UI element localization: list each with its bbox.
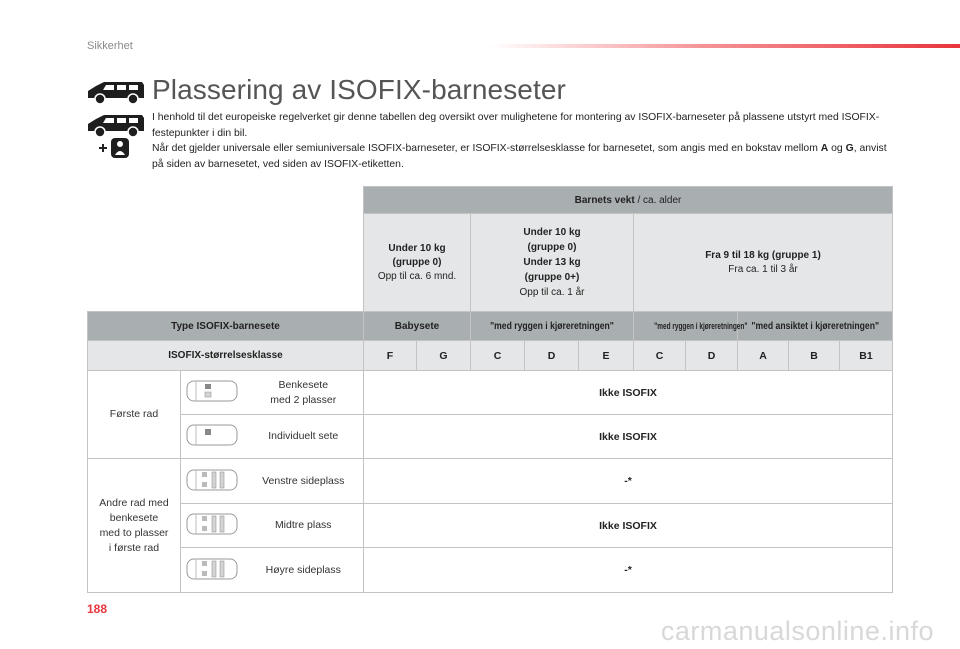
- van-icon: [86, 112, 148, 140]
- seat-diagram-icon: [181, 371, 244, 415]
- value-left: -*: [364, 459, 893, 504]
- type-babysete: Babysete: [364, 312, 471, 341]
- seat-label-left: Venstre sideplass: [244, 459, 364, 504]
- type-rear-facing-small: "med ryggen i kjøreretningen": [634, 312, 738, 341]
- size-class-cell: B: [789, 341, 840, 371]
- intro-text: [152, 110, 892, 172]
- size-class-cell: E: [579, 341, 634, 371]
- intro-paragraph-2: Når det gjelder universale eller semiuniversale ISOFIX-barneseter, er ISOFIX-størrelsesklasse for barnesetet, som angis med en bokstav mellom A og G, anvist på siden av barnesetet, ved siden av ISOFIX-etiketten.: [152, 143, 887, 170]
- size-class-cell: F: [364, 341, 417, 371]
- intro-paragraph-1: I henhold til det europeiske regelverket gir denne tabellen deg oversikt over mulighetene for montering av ISOFIX-barneseter på plassene utstyrt med ISOFIX-festepunkter i din bil.: [152, 112, 880, 139]
- child-seat-icon: [98, 137, 132, 159]
- seat-diagram-icon: [181, 459, 244, 504]
- seat-label-right: Høyre sideplass: [244, 548, 364, 593]
- size-class-cell: A: [738, 341, 789, 371]
- type-rear-facing: "med ryggen i kjøreretningen": [471, 312, 634, 341]
- row-group-second: Andre rad med benkesete med to plasser i første rad: [88, 459, 181, 593]
- size-class-cell: C: [634, 341, 686, 371]
- page-title: Plassering av ISOFIX-barneseter: [152, 74, 566, 105]
- seat-label-middle: Midtre plass: [244, 504, 364, 548]
- section-label: Sikkerhet: [87, 40, 133, 52]
- group-1-header: Fra 9 til 18 kg (gruppe 1) Fra ca. 1 til 3 år: [634, 214, 893, 312]
- row-group-front: Første rad: [88, 371, 181, 459]
- seat-diagram-icon: [181, 415, 244, 459]
- page-number: 188: [87, 602, 108, 616]
- group-0-plus-header: Under 10 kg (gruppe 0) Under 13 kg (gruppe 0+) Opp til ca. 1 år: [471, 214, 634, 312]
- group-0-header: Under 10 kg (gruppe 0) Opp til ca. 6 mnd.: [364, 214, 471, 312]
- value-front-individual: Ikke ISOFIX: [364, 415, 893, 459]
- weight-header: Barnets vekt / ca. alder: [364, 187, 893, 214]
- size-class-label: ISOFIX-størrelsesklasse: [88, 341, 364, 371]
- watermark: carmanualsonline.info: [660, 616, 934, 646]
- van-icon: [86, 79, 148, 107]
- header-accent-bar: [490, 44, 960, 48]
- type-label: Type ISOFIX-barnesete: [88, 312, 364, 341]
- value-front-bench: Ikke ISOFIX: [364, 371, 893, 415]
- size-class-cell: G: [417, 341, 471, 371]
- size-class-cell: D: [525, 341, 579, 371]
- value-right: -*: [364, 548, 893, 593]
- seat-label-bench: Benkesete med 2 plasser: [244, 371, 364, 415]
- isofix-table: [87, 186, 893, 593]
- type-forward-facing: "med ansiktet i kjøreretningen": [738, 312, 893, 341]
- seat-label-individual: Individuelt sete: [244, 415, 364, 459]
- value-middle: Ikke ISOFIX: [364, 504, 893, 548]
- seat-diagram-icon: [181, 504, 244, 548]
- size-class-cell: C: [471, 341, 525, 371]
- size-class-cell: D: [686, 341, 738, 371]
- size-class-cell: B1: [840, 341, 893, 371]
- seat-diagram-icon: [181, 548, 244, 593]
